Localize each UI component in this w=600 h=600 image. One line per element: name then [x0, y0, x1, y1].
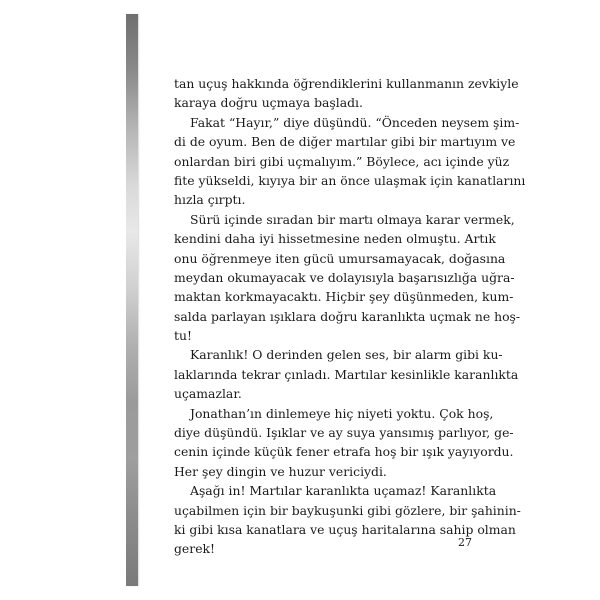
- text-line: uçabilmen için bir baykuşunki gibi gözlere, bir şahinin-: [174, 502, 521, 518]
- text-line: kendini daha iyi hissetmesine neden olmuştu. Artık: [174, 231, 496, 247]
- text-line: uçamazlar.: [174, 386, 242, 402]
- text-line: ki gibi kısa kanatlara ve uçuş haritalarına sahip olman: [174, 521, 516, 537]
- text-line: Karanlık! O derinden gelen ses, bir alarm gibi ku-: [190, 347, 503, 363]
- text-line: fite yükseldi, kıyıya bir an önce ulaşmak için kanatlarını: [174, 172, 526, 188]
- text-line: karaya doğru uçmaya başladı.: [174, 95, 363, 111]
- text-line: meydan okumayacak ve dolayısıyla başarısızlığa uğra-: [174, 269, 515, 285]
- text-line: tan uçuş hakkında öğrendiklerini kullanmanın zevkiyle: [174, 76, 519, 91]
- text-line: di de oyum. Ben de diğer martılar gibi bir martıyım ve: [174, 134, 516, 150]
- text-line: Sürü içinde sıradan bir martı olmaya karar vermek,: [190, 211, 515, 227]
- page-number: 27: [458, 536, 472, 549]
- text-line: salda parlayan ışıklara doğru karanlıkta uçmak ne hoş-: [174, 308, 521, 324]
- text-line: onlardan biri gibi uçmalıyım.” Böylece, acı içinde yüz: [174, 153, 510, 169]
- book-spine-shadow: [126, 14, 138, 586]
- text-line: laklarında tekrar çınladı. Martılar kesinlikle karanlıkta: [174, 366, 519, 382]
- text-line: hızla çırptı.: [174, 192, 246, 208]
- text-line: Fakat “Hayır,” diye düşündü. “Önceden neysem şim-: [190, 114, 520, 130]
- text-line: cenin içinde küçük fener etrafa hoş bir ışık yayıyordu.: [174, 444, 514, 460]
- text-line: onu öğrenmeye iten gücü umursamayacak, doğasına: [174, 250, 506, 266]
- text-line: tu!: [174, 328, 192, 344]
- text-line: gerek!: [174, 541, 216, 557]
- text-line: Jonathan’ın dinlemeye hiç niyeti yoktu. Çok hoş,: [190, 405, 494, 421]
- body-text: [174, 74, 526, 559]
- text-line: maktan korkmayacaktı. Hiçbir şey düşünmeden, kum-: [174, 289, 514, 305]
- text-line: diye düşündü. Işıklar ve ay suya yansımış parlıyor, ge-: [174, 425, 514, 441]
- text-line: Aşağı in! Martılar karanlıkta uçamaz! Karanlıkta: [190, 483, 497, 499]
- text-line: Her şey dingin ve huzur vericiydi.: [174, 463, 387, 479]
